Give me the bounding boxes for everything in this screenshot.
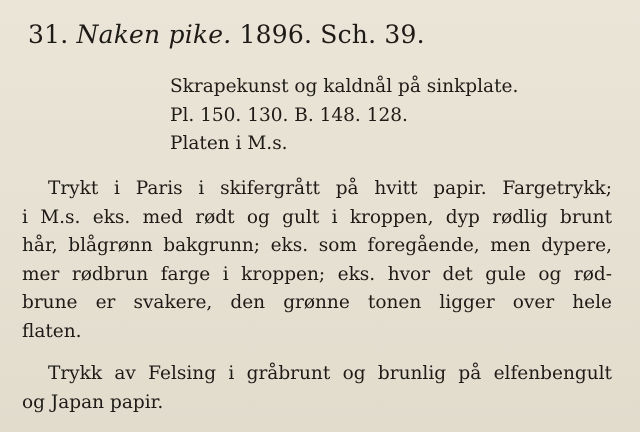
printing-line: og Japan papir. <box>22 391 164 413</box>
entry-catalog-ref: Sch. 39. <box>320 20 425 49</box>
description-line: flaten. <box>22 320 82 342</box>
description-line: hår, blågrønn bakgrunn; eks. som foregående, men dypere, <box>22 235 612 256</box>
printing-line: Trykk av Felsing i gråbrunt og brunlig på elfenbengult <box>48 363 612 384</box>
technique-dimensions: Pl. 150. 130. B. 148. 128. <box>170 104 408 126</box>
printing-paragraph <box>22 360 612 417</box>
technique-method: Skrapekunst og kaldnål på sinkplate. <box>170 76 519 97</box>
description-line: i M.s. eks. med rødt og gult i kroppen, dyp rødlig brunt <box>22 206 612 228</box>
description-line: mer rødbrun farge i kroppen; eks. hvor det gule og rød- <box>22 263 612 285</box>
plate-location: Platen i M.s. <box>170 133 288 154</box>
entry-title: Naken pike. <box>76 20 232 49</box>
description-line: Trykt i Paris i skifergrått på hvitt papir. Fargetrykk; <box>48 178 612 199</box>
entry-number: 31. <box>28 20 69 49</box>
entry-year: 1896. <box>239 20 313 49</box>
entry-heading <box>28 20 425 49</box>
description-paragraph <box>22 175 612 346</box>
technique-block <box>170 73 518 159</box>
description-line: brune er svakere, den grønne tonen ligger over hele <box>22 292 612 313</box>
